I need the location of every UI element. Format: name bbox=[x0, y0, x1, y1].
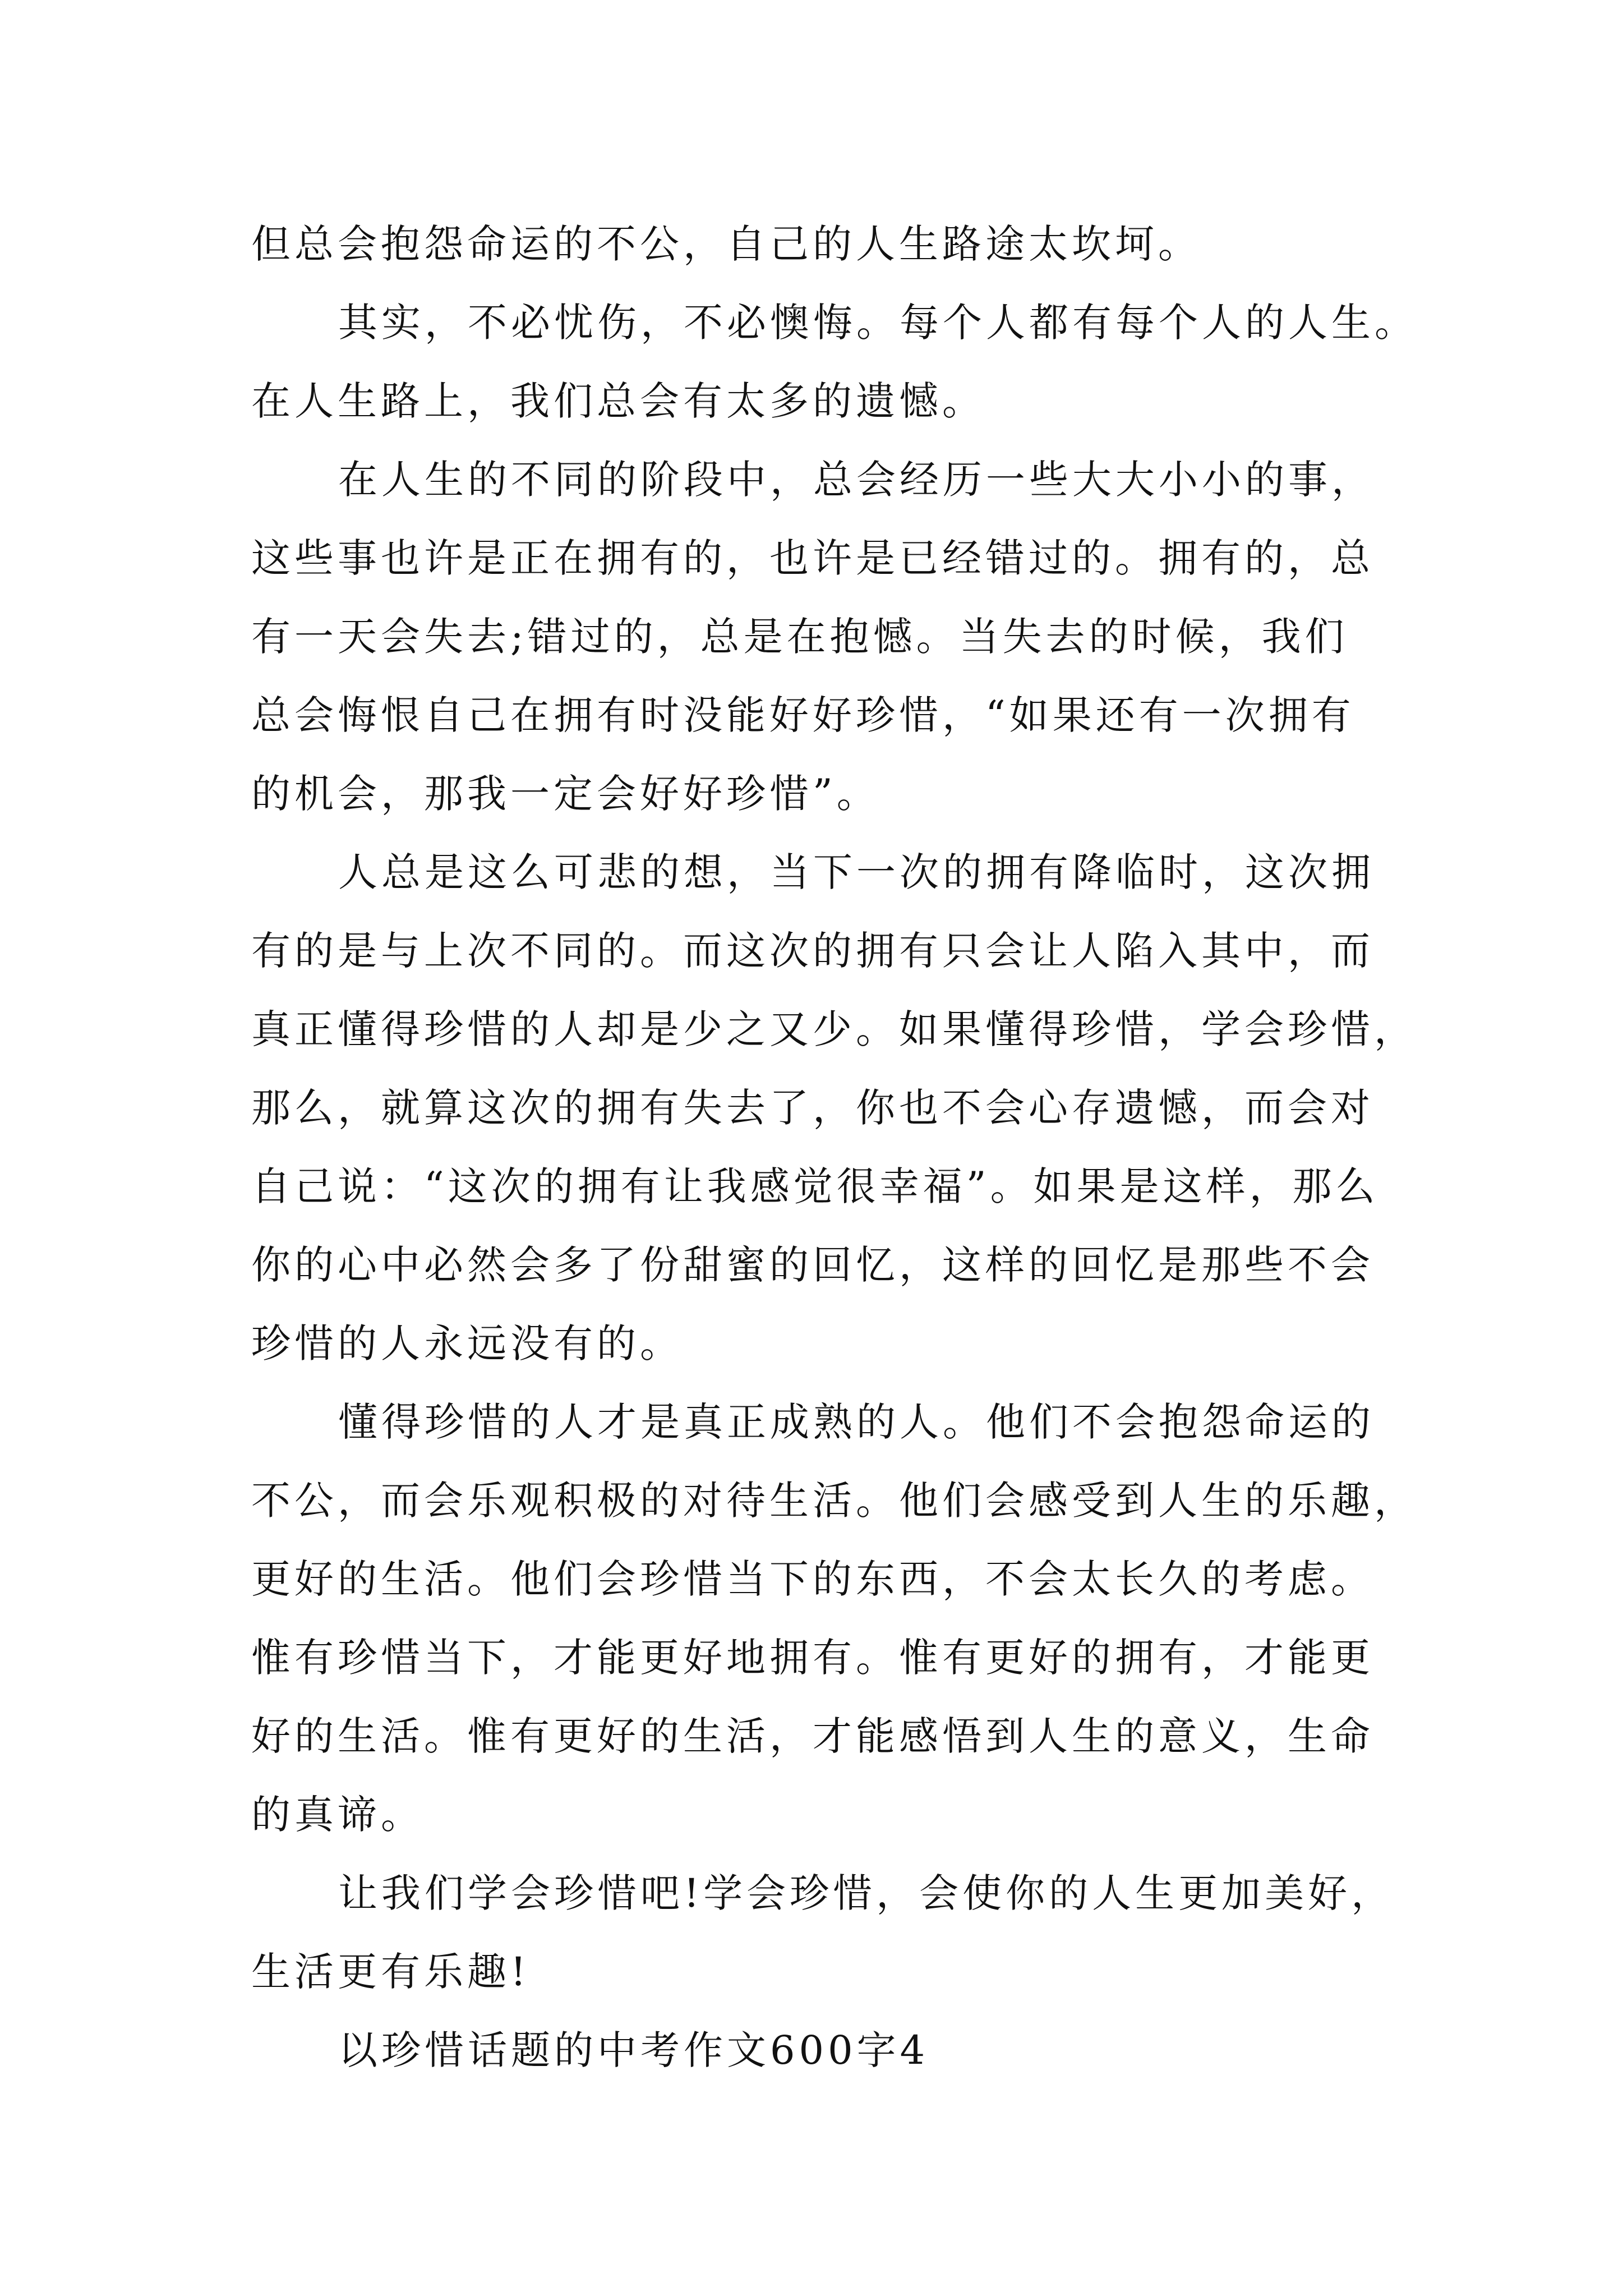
text-line: 总会悔恨自己在拥有时没能好好珍惜，“如果还有一次拥有 bbox=[251, 692, 1355, 738]
text-line: 其实，不必忧伤，不必懊悔。每个人都有每个人的人生。 bbox=[338, 300, 1418, 346]
text-line: 那么，就算这次的拥有失去了，你也不会心存遗憾，而会对 bbox=[251, 1085, 1374, 1131]
text-line: 的真谛。 bbox=[251, 1792, 424, 1838]
text-line: 自己说：“这次的拥有让我感觉很幸福”。如果是这样，那么 bbox=[251, 1163, 1379, 1209]
text-line: 的机会，那我一定会好好珍惜”。 bbox=[251, 771, 880, 817]
text-line: 生活更有乐趣! bbox=[251, 1949, 531, 1995]
text-line: 在人生的不同的阶段中，总会经历一些大大小小的事， bbox=[338, 457, 1375, 503]
text-line: 让我们学会珍惜吧!学会珍惜，会使你的人生更加美好， bbox=[338, 1870, 1395, 1916]
text-line: 人总是这么可悲的想，当下一次的拥有降临时，这次拥 bbox=[338, 849, 1375, 895]
text-line: 在人生路上，我们总会有太多的遗憾。 bbox=[251, 378, 985, 424]
text-line: 有的是与上次不同的。而这次的拥有只会让人陷入其中，而 bbox=[251, 928, 1374, 974]
text-line: 好的生活。惟有更好的生活，才能感悟到人生的意义，生命 bbox=[251, 1713, 1374, 1759]
text-line: 这些事也许是正在拥有的，也许是已经错过的。拥有的，总 bbox=[251, 535, 1374, 581]
text-line: 不公，而会乐观积极的对待生活。他们会感受到人生的乐趣， bbox=[251, 1478, 1417, 1524]
text-line: 但总会抱怨命运的不公，自己的人生路途太坎坷。 bbox=[251, 221, 1201, 267]
section-heading: 以珍惜话题的中考作文600字4 bbox=[338, 2027, 929, 2073]
text-line: 懂得珍惜的人才是真正成熟的人。他们不会抱怨命运的 bbox=[338, 1399, 1375, 1445]
text-line: 你的心中必然会多了份甜蜜的回忆，这样的回忆是那些不会 bbox=[251, 1242, 1374, 1288]
text-line: 真正懂得珍惜的人却是少之又少。如果懂得珍惜，学会珍惜， bbox=[251, 1006, 1417, 1052]
text-line: 惟有珍惜当下，才能更好地拥有。惟有更好的拥有，才能更 bbox=[251, 1635, 1374, 1681]
document-page bbox=[251, 205, 1418, 2090]
text-line: 有一天会失去;错过的，总是在抱憾。当失去的时候，我们 bbox=[251, 614, 1348, 660]
text-line: 珍惜的人永远没有的。 bbox=[251, 1320, 683, 1366]
text-line: 更好的生活。他们会珍惜当下的东西，不会太长久的考虑。 bbox=[251, 1556, 1374, 1602]
